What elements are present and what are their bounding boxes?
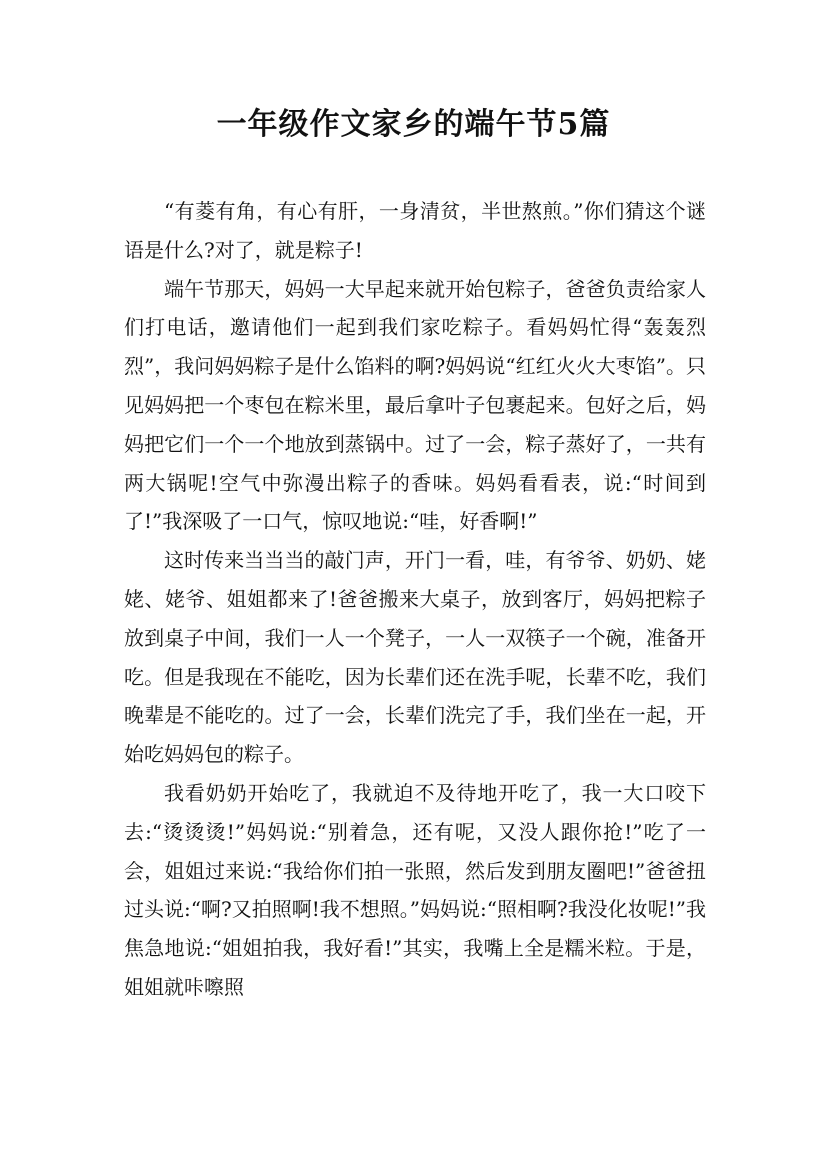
document-body bbox=[124, 192, 706, 1007]
paragraph-family-arrives: 这时传来当当当的敲门声，开门一看，哇，有爷爷、奶奶、姥姥、姥爷、姐姐都来了!爸爸搬来大桌子，放到客厅，妈妈把粽子放到桌子中间，我们一人一个凳子，一人一双筷子一个碗，准备开吃。但是我现在不能吃，因为长辈们还在洗手呢，长辈不吃，我们晚辈是不能吃的。过了一会，长辈们洗完了手，我们坐在一起，开始吃妈妈包的粽子。 bbox=[124, 548, 706, 767]
paragraph-eating-photo: 我看奶奶开始吃了，我就迫不及待地开吃了，我一大口咬下去:“烫烫烫!”妈妈说:“别着急，还有呢，又没人跟你抢!”吃了一会，姐姐过来说:“我给你们拍一张照，然后发到朋友圈吧!”爸爸扭过头说:“啊?又拍照啊!我不想照。”妈妈说:“照相啊?我没化妆呢!”我焦急地说:“姐姐拍我，我好看!”其实，我嘴上全是糯米粒。于是，姐姐就咔嚓照 bbox=[124, 780, 706, 999]
paragraph-making-zongzi: 端午节那天，妈妈一大早起来就开始包粽子，爸爸负责给家人们打电话，邀请他们一起到我们家吃粽子。看妈妈忙得“轰轰烈烈”，我问妈妈粽子是什么馅料的啊?妈妈说“红红火火大枣馅”。只见妈妈把一个枣包在粽米里，最后拿叶子包裹起来。包好之后，妈妈把它们一个一个地放到蒸锅中。过了一会，粽子蒸好了，一共有两大锅呢!空气中弥漫出粽子的香味。妈妈看看表，说:“时间到了!”我深吸了一口气，惊叹地说:“哇，好香啊!” bbox=[124, 276, 706, 534]
paragraph-riddle: “有菱有角，有心有肝，一身清贫，半世熬煎。”你们猜这个谜语是什么?对了，就是粽子! bbox=[124, 199, 706, 262]
document-title: 一年级作文家乡的端午节5篇 bbox=[216, 107, 611, 142]
